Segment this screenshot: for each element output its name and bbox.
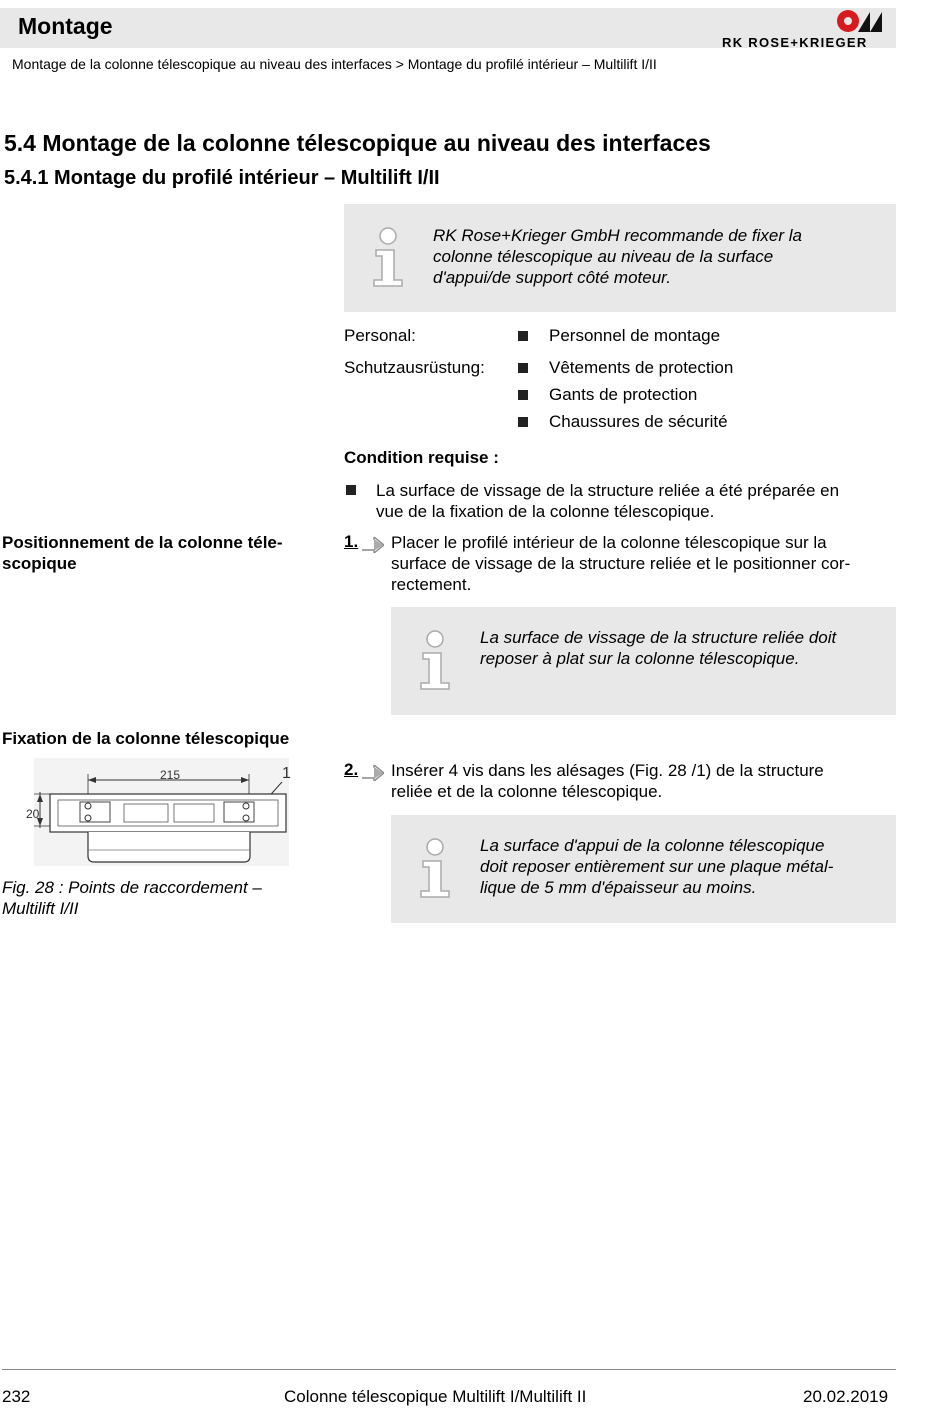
info-icon (417, 629, 457, 693)
bullet-icon (518, 331, 528, 341)
side-heading: scopique (2, 554, 77, 573)
subsection-heading: 5.4.1 Montage du profilé intérieur – Multilift I/II (4, 167, 440, 189)
figure-caption: Fig. 28 : Points de raccordement – (2, 878, 262, 897)
step-text: surface de vissage de la structure reliée et le positionner cor- (391, 554, 851, 573)
info-note (391, 607, 896, 715)
ppe-item: Chaussures de sécurité (549, 412, 728, 431)
dimension-height-label: 20 (26, 807, 40, 821)
note-line: lique de 5 mm d'épaisseur au moins. (480, 878, 757, 897)
step-text: Placer le profilé intérieur de la colonne télescopique sur la (391, 533, 827, 552)
section-heading: 5.4 Montage de la colonne télescopique au niveau des interfaces (4, 130, 711, 156)
step-text: Insérer 4 vis dans les alésages (Fig. 28 /1) de la structure (391, 761, 824, 780)
step-arrow-icon (362, 537, 384, 553)
footer-date: 20.02.2019 (803, 1387, 889, 1406)
ppe-item: Gants de protection (549, 385, 698, 404)
step-text: reliée et de la colonne télescopique. (391, 782, 663, 801)
note-line: colonne télescopique au niveau de la surface (433, 247, 774, 266)
side-heading: Fixation de la colonne télescopique (2, 729, 290, 748)
note-line: reposer à plat sur la colonne télescopique. (480, 649, 800, 668)
note-line: d'appui/de support côté moteur. (433, 268, 671, 287)
note-line: doit reposer entièrement sur une plaque métal- (480, 857, 834, 876)
callout-label: 1 (282, 765, 291, 782)
footer-doc-title: Colonne télescopique Multilift I/Multilift II (284, 1387, 587, 1406)
info-icon (370, 226, 410, 290)
info-note (391, 815, 896, 923)
page-number: 232 (2, 1387, 31, 1406)
condition-item: La surface de vissage de la structure reliée a été préparée en (376, 481, 840, 500)
step-text: rectement. (391, 575, 472, 594)
note-line: La surface d'appui de la colonne télescopique (480, 836, 825, 855)
note-line: RK Rose+Krieger GmbH recommande de fixer la (433, 226, 802, 245)
ppe-item: Vêtements de protection (549, 358, 734, 377)
step-number: 2. (344, 760, 359, 779)
bullet-icon (346, 485, 356, 495)
note-line: La surface de vissage de la structure reliée doit (480, 628, 837, 647)
bullet-icon (518, 363, 528, 373)
bullet-icon (518, 417, 528, 427)
condition-item: vue de la fixation de la colonne télescopique. (376, 502, 715, 521)
info-icon (417, 837, 457, 901)
breadcrumb: Montage de la colonne télescopique au niveau des interfaces > Montage du profilé intérieur – Multilift I/II (12, 56, 657, 72)
chapter-title: Montage (18, 13, 113, 39)
personal-label: Personal: (344, 326, 416, 345)
side-heading: Positionnement de la colonne téle- (2, 533, 283, 552)
logo-text: RK ROSE+KRIEGER (722, 35, 868, 50)
info-note (344, 204, 896, 312)
ppe-label: Schutzausrüstung: (344, 358, 485, 377)
logo-mark-icon (836, 8, 888, 34)
step-arrow-icon (362, 765, 384, 781)
personal-item: Personnel de montage (549, 326, 721, 345)
footer-divider (2, 1369, 896, 1370)
connection-points-figure (24, 758, 292, 868)
dimension-width-label: 215 (159, 768, 181, 782)
step-number: 1. (344, 532, 359, 551)
figure-caption: Multilift I/II (2, 899, 79, 918)
condition-label: Condition requise : (344, 448, 499, 467)
bullet-icon (518, 390, 528, 400)
